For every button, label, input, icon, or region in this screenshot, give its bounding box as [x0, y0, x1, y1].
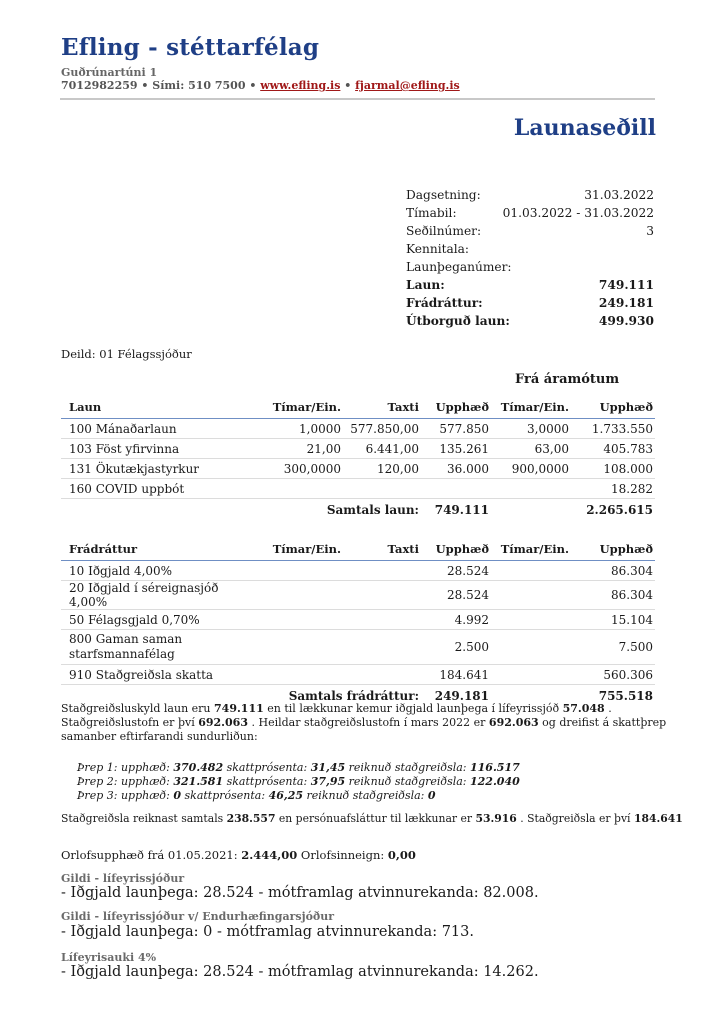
ytd-heading: Frá áramótum — [515, 372, 620, 387]
table-cell: 103 Föst yfirvinna — [61, 439, 251, 459]
summary-row — [406, 222, 654, 240]
summary-value: 01.03.2022 - 31.03.2022 — [502, 206, 654, 220]
table-cell — [491, 561, 571, 581]
table-cell — [421, 479, 491, 499]
org-name: Efling - stéttarfélag — [61, 34, 320, 61]
tax-tier-row — [77, 761, 520, 775]
table-cell — [491, 665, 571, 685]
table-cell: 20 Iðgjald í séreignasjóð 4,00% — [61, 581, 251, 610]
page-title: Launaseðill — [513, 115, 656, 141]
table-cell — [343, 665, 421, 685]
table-cell: 184.641 — [421, 665, 491, 685]
pension-fund-text: - Iðgjald launþega: 28.524 - mótframlag atvinnurekanda: 82.008. — [61, 885, 539, 901]
tier-amount: 321.581 — [173, 775, 224, 788]
tax-note-line-1 — [61, 702, 612, 716]
table-cell: 577.850 — [421, 419, 491, 439]
table-cell: 3,0000 — [491, 419, 571, 439]
column-header: Tímar/Ein. — [251, 538, 343, 561]
table-cell: 18.282 — [571, 479, 655, 499]
table-cell: 1,0000 — [251, 419, 343, 439]
summary-label: Kennitala: — [406, 242, 470, 256]
tax-note-line-3: samanber eftirfarandi sundurliðun: — [61, 730, 258, 743]
table-row — [61, 439, 655, 459]
summary-row — [406, 204, 654, 222]
orlof-value: 0,00 — [387, 848, 416, 862]
column-header: Laun — [61, 396, 251, 419]
tax-note-line-2 — [61, 716, 666, 730]
table-cell: 900,0000 — [491, 459, 571, 479]
table-cell — [343, 561, 421, 581]
table-cell: 135.261 — [421, 439, 491, 459]
table-cell — [251, 581, 343, 610]
pension-fund-label: Gildi - lífeyrissjóður — [61, 872, 185, 885]
summary-row — [406, 258, 654, 276]
table-cell: 7.500 — [571, 630, 655, 665]
summary-label: Laun: — [406, 278, 445, 292]
table-cell: 86.304 — [571, 581, 655, 610]
table-cell — [491, 581, 571, 610]
summary-label: Tímabil: — [406, 206, 457, 220]
deductions-table — [61, 538, 655, 706]
column-header: Upphæð — [421, 396, 491, 419]
column-header: Tímar/Ein. — [491, 396, 571, 419]
summary-row-fradrattur — [406, 294, 654, 312]
total-label: Samtals frádráttur: — [288, 688, 419, 703]
table-header-row — [61, 396, 655, 419]
table-cell: 108.000 — [571, 459, 655, 479]
tier-label: skattprósenta: — [223, 761, 311, 774]
table-cell: 100 Mánaðarlaun — [61, 419, 251, 439]
table-cell: 910 Staðgreiðsla skatta — [61, 665, 251, 685]
table-cell — [491, 610, 571, 630]
total-ytd: 755.518 — [598, 688, 653, 703]
table-cell — [343, 630, 421, 665]
table-cell: 131 Ökutækjastyrkur — [61, 459, 251, 479]
holiday-pay-line — [61, 848, 416, 862]
tier-label: Þrep 2: upphæð: — [77, 775, 174, 788]
summary-label: Launþeganúmer: — [406, 260, 512, 274]
summary-value: 499.930 — [598, 314, 654, 328]
tier-calc: 116.517 — [470, 761, 520, 774]
note-value: 692.063 — [198, 716, 248, 729]
table-cell — [491, 479, 571, 499]
payslip-summary — [406, 186, 654, 330]
column-header: Tímar/Ein. — [251, 396, 343, 419]
tier-label: Þrep 3: upphæð: — [77, 789, 174, 802]
summary-row — [406, 240, 654, 258]
earnings-table — [61, 396, 655, 520]
table-cell: 120,00 — [343, 459, 421, 479]
pension-fund-text: - Iðgjald launþega: 28.524 - mótframlag atvinnurekanda: 14.262. — [61, 964, 539, 980]
table-row — [61, 630, 655, 665]
note-text: Staðgreiðsluskyld laun eru — [61, 702, 215, 715]
note-value: 184.641 — [633, 812, 683, 825]
note-value: 692.063 — [488, 716, 539, 729]
column-header: Upphæð — [571, 538, 655, 561]
tier-label: reiknuð staðgreiðsla: — [345, 775, 470, 788]
tier-calc: 0 — [427, 789, 436, 802]
tier-amount: 370.482 — [173, 761, 224, 774]
total-label: Samtals laun: — [326, 502, 419, 517]
summary-row-utborgud — [406, 312, 654, 330]
table-cell: 36.000 — [421, 459, 491, 479]
withholding-note — [61, 812, 683, 826]
note-value: 57.048 — [562, 702, 605, 715]
table-cell: 50 Félagsgjald 0,70% — [61, 610, 251, 630]
table-cell: 15.104 — [571, 610, 655, 630]
department-label: Deild: 01 Félagssjóður — [61, 347, 192, 361]
table-cell: 63,00 — [491, 439, 571, 459]
table-cell: 28.524 — [421, 581, 491, 610]
column-header: Taxti — [343, 396, 421, 419]
org-contact: 7012982259 • Sími: 510 7500 • www.efling.is • fjarmal@efling.is — [61, 79, 460, 92]
org-phone: Sími: 510 7500 — [152, 79, 246, 92]
note-value: 749.111 — [214, 702, 264, 715]
note-text: og dreifist á skattþrep — [538, 716, 667, 729]
table-cell: 405.783 — [571, 439, 655, 459]
tax-tier-row — [77, 775, 520, 789]
table-cell — [251, 561, 343, 581]
note-text: en til lækkunar kemur iðgjald launþega í lífeyrissjóð — [263, 702, 563, 715]
email-link[interactable]: fjarmal@efling.is — [355, 79, 460, 92]
tax-tier-row — [77, 789, 436, 803]
table-cell: 10 Iðgjald 4,00% — [61, 561, 251, 581]
table-cell: 4.992 — [421, 610, 491, 630]
table-cell: 577.850,00 — [343, 419, 421, 439]
total-ytd: 2.265.615 — [586, 502, 653, 517]
note-value: 238.557 — [226, 812, 276, 825]
note-text: Staðgreiðsla reiknast samtals — [61, 812, 227, 825]
summary-label: Frádráttur: — [406, 296, 483, 310]
table-cell — [343, 479, 421, 499]
summary-value: 31.03.2022 — [584, 188, 654, 202]
table-cell: 21,00 — [251, 439, 343, 459]
column-header: Taxti — [343, 538, 421, 561]
tier-label: skattprósenta: — [181, 789, 269, 802]
total-value: 749.111 — [434, 502, 489, 517]
tier-amount: 0 — [173, 789, 182, 802]
table-cell — [251, 630, 343, 665]
tier-label: reiknuð staðgreiðsla: — [303, 789, 428, 802]
table-cell — [251, 479, 343, 499]
note-text: . Staðgreiðsla er því — [516, 812, 634, 825]
summary-label: Seðilnúmer: — [406, 224, 482, 238]
summary-value: 749.111 — [598, 278, 654, 292]
summary-label: Dagsetning: — [406, 188, 481, 202]
website-link[interactable]: www.efling.is — [260, 79, 341, 92]
org-kennitala: 7012982259 — [61, 79, 138, 92]
tier-label: skattprósenta: — [223, 775, 311, 788]
tier-pct: 31,45 — [310, 761, 346, 774]
header-divider — [60, 98, 655, 100]
table-cell: 86.304 — [571, 561, 655, 581]
orlof-label: Orlofsinneign: — [297, 848, 388, 862]
table-row — [61, 581, 655, 610]
table-row — [61, 610, 655, 630]
tier-label: reiknuð staðgreiðsla: — [345, 761, 470, 774]
pension-fund-label: Lífeyrisauki 4% — [61, 951, 157, 964]
pension-fund-text: - Iðgjald launþega: 0 - mótframlag atvinnurekanda: 713. — [61, 924, 474, 940]
table-row — [61, 561, 655, 581]
table-cell — [343, 610, 421, 630]
note-text: . — [604, 702, 612, 715]
summary-row — [406, 186, 654, 204]
note-text: Staðgreiðslustofn er því — [61, 716, 199, 729]
table-cell — [251, 610, 343, 630]
pension-fund-label: Gildi - lífeyrissjóður v/ Endurhæfingarsjóður — [61, 910, 335, 923]
table-cell: 160 COVID uppbót — [61, 479, 251, 499]
column-header: Tímar/Ein. — [491, 538, 571, 561]
table-cell — [343, 581, 421, 610]
note-text: en persónuafsláttur til lækkunar er — [275, 812, 476, 825]
tier-label: Þrep 1: upphæð: — [77, 761, 174, 774]
tier-pct: 46,25 — [268, 789, 304, 802]
org-address: Guðrúnartúni 1 — [61, 66, 158, 79]
table-row — [61, 665, 655, 685]
table-cell — [491, 630, 571, 665]
summary-value: 249.181 — [598, 296, 654, 310]
total-value: 249.181 — [434, 688, 489, 703]
table-cell: 28.524 — [421, 561, 491, 581]
table-header-row — [61, 538, 655, 561]
column-header: Frádráttur — [61, 538, 251, 561]
column-header: Upphæð — [571, 396, 655, 419]
note-text: . Heildar staðgreiðslustofn í mars 2022 er — [247, 716, 489, 729]
table-cell: 800 Gaman saman starfsmannafélag — [61, 630, 251, 665]
tier-pct: 37,95 — [310, 775, 346, 788]
table-cell: 1.733.550 — [571, 419, 655, 439]
orlof-value: 2.444,00 — [241, 848, 298, 862]
table-row — [61, 419, 655, 439]
tier-calc: 122.040 — [470, 775, 520, 788]
summary-row-laun — [406, 276, 654, 294]
table-cell — [251, 665, 343, 685]
summary-label: Útborguð laun: — [406, 314, 510, 328]
note-value: 53.916 — [475, 812, 517, 825]
table-total-row — [61, 499, 655, 521]
summary-value: 3 — [646, 224, 654, 238]
table-row — [61, 459, 655, 479]
column-header: Upphæð — [421, 538, 491, 561]
orlof-label: Orlofsupphæð frá 01.05.2021: — [61, 848, 242, 862]
table-cell: 2.500 — [421, 630, 491, 665]
table-cell: 6.441,00 — [343, 439, 421, 459]
table-cell: 300,0000 — [251, 459, 343, 479]
table-row — [61, 479, 655, 499]
table-cell: 560.306 — [571, 665, 655, 685]
